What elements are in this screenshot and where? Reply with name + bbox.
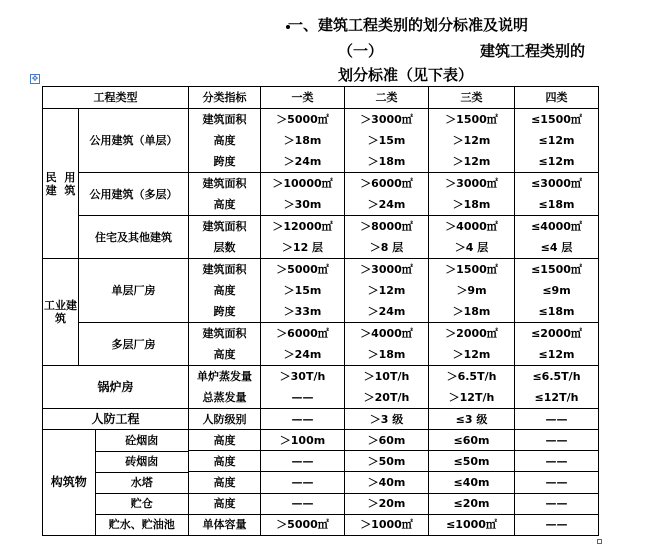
structure-name: 水塔	[95, 472, 188, 493]
class-2-cell: ＞50m	[345, 451, 429, 472]
subsection-title-part1: 建筑工程类别的	[480, 42, 586, 60]
class-3-cell: ≤60m	[429, 430, 515, 451]
class-3-cell: ＞3000㎡ ＞18m	[429, 173, 515, 216]
structure-name: 贮仓	[95, 493, 188, 514]
metric-cell: 人防级别	[189, 409, 261, 430]
class-2-cell: ＞8000㎡ ＞8 层	[345, 216, 429, 259]
class-4-cell: ——	[515, 430, 599, 451]
category-industrial: 工业建 筑	[43, 259, 79, 366]
class-3-cell: ≤20m	[429, 493, 515, 514]
header-class-4: 四类	[515, 87, 599, 109]
header-metric: 分类指标	[189, 87, 261, 109]
metric-cell: 高度	[189, 430, 261, 451]
class-1-cell: ＞5000㎡	[261, 514, 345, 535]
table-row	[43, 430, 599, 451]
class-4-cell: ——	[515, 493, 599, 514]
classification-table	[42, 86, 599, 536]
table-move-handle-icon[interactable]: ✥	[31, 74, 39, 83]
class-2-cell: ＞3000㎡ ＞15m ＞18m	[345, 109, 429, 173]
table-row	[43, 409, 599, 430]
metric-cell: 建筑面积 层数	[189, 216, 261, 259]
class-3-cell: ＞4000㎡ ＞4 层	[429, 216, 515, 259]
class-3-cell: ≤40m	[429, 472, 515, 493]
class-2-cell: ＞6000㎡ ＞24m	[345, 173, 429, 216]
subtype-residential: 住宅及其他建筑	[79, 216, 189, 259]
class-2-cell: ＞3000㎡ ＞12m ＞24m	[345, 259, 429, 323]
subtype-multi-plant: 多层厂房	[79, 323, 189, 366]
class-3-cell: ≤50m	[429, 451, 515, 472]
metric-cell: 建筑面积 高度	[189, 323, 261, 366]
category-boiler: 锅炉房	[43, 366, 189, 409]
metric-cell: 单炉蒸发量 总蒸发量	[189, 366, 261, 409]
class-2-cell: ＞40m	[345, 472, 429, 493]
class-1-cell: ——	[261, 493, 345, 514]
subtype-public-multi: 公用建筑（多层）	[79, 173, 189, 216]
header-class-2: 二类	[345, 87, 429, 109]
category-structures	[43, 430, 189, 536]
subsection-title-part2: 划分标准（见下表）	[338, 66, 474, 84]
class-4-cell: ≤1500㎡ ≤12m ≤12m	[515, 109, 599, 173]
class-4-cell: ——	[515, 472, 599, 493]
class-4-cell: ——	[515, 514, 599, 535]
metric-cell: 高度	[189, 451, 261, 472]
metric-cell: 高度	[189, 493, 261, 514]
class-3-cell: ＞6.5T/h ＞12T/h	[429, 366, 515, 409]
class-4-cell: ≤3000㎡ ≤18m	[515, 173, 599, 216]
class-4-cell: ≤4000㎡ ≤4 层	[515, 216, 599, 259]
header-class-3: 三类	[429, 87, 515, 109]
subtype-public-single: 公用建筑（单层）	[79, 109, 189, 173]
table-resize-handle[interactable]	[597, 539, 602, 544]
class-3-cell: ≤1000㎡	[429, 514, 515, 535]
header-type: 工程类型	[43, 87, 189, 109]
metric-cell: 建筑面积 高度 跨度	[189, 259, 261, 323]
structure-name: 贮水、贮油池	[108, 518, 175, 532]
metric-cell: 建筑面积 高度	[189, 173, 261, 216]
class-4-cell: ——	[515, 451, 599, 472]
class-2-cell: ＞10T/h ＞20T/h	[345, 366, 429, 409]
category-civil: 民 用 建 筑	[43, 109, 79, 259]
header-class-1: 一类	[261, 87, 345, 109]
class-1-cell: ——	[261, 451, 345, 472]
class-2-cell: ＞20m	[345, 493, 429, 514]
class-3-cell: ＞1500㎡ ＞12m ＞12m	[429, 109, 515, 173]
table-row	[43, 323, 599, 366]
class-4-cell: ——	[515, 409, 599, 430]
structures-label: 构筑物	[43, 430, 95, 535]
section-title: 一、建筑工程类别的划分标准及说明	[288, 16, 529, 34]
class-1-cell: ——	[261, 409, 345, 430]
category-civil-defense: 人防工程	[43, 409, 189, 430]
class-2-cell: ＞3 级	[345, 409, 429, 430]
class-1-cell: ＞5000㎡ ＞18m ＞24m	[261, 109, 345, 173]
structure-name: 砖烟囱	[95, 451, 188, 472]
class-1-cell: ——	[261, 472, 345, 493]
class-1-cell: ＞10000㎡ ＞30m	[261, 173, 345, 216]
subsection-number: （一）	[338, 42, 384, 60]
class-3-cell: ＞2000㎡ ＞12m	[429, 323, 515, 366]
class-4-cell: ≤2000㎡ ≤12m	[515, 323, 599, 366]
table-row	[43, 173, 599, 216]
metric-cell: 建筑面积 高度 跨度	[189, 109, 261, 173]
class-4-cell: ≤1500㎡ ≤9m ≤18m	[515, 259, 599, 323]
metric-cell: 单体容量	[189, 514, 261, 535]
class-1-cell: ＞6000㎡ ＞24m	[261, 323, 345, 366]
table-row	[43, 259, 599, 323]
subtype-single-plant: 单层厂房	[79, 259, 189, 323]
class-4-cell: ≤6.5T/h ≤12T/h	[515, 366, 599, 409]
metric-cell: 高度	[189, 472, 261, 493]
table-row	[43, 109, 599, 173]
class-2-cell: ＞4000㎡ ＞18m	[345, 323, 429, 366]
table-header-row	[43, 87, 599, 109]
table-row	[43, 366, 599, 409]
class-1-cell: ＞5000㎡ ＞15m ＞33m	[261, 259, 345, 323]
class-1-cell: ＞100m	[261, 430, 345, 451]
table-row	[43, 216, 599, 259]
class-3-cell: ＞1500㎡ ＞9m ＞18m	[429, 259, 515, 323]
class-1-cell: ＞30T/h ——	[261, 366, 345, 409]
structure-name: 砼烟囱	[95, 430, 188, 451]
class-1-cell: ＞12000㎡ ＞12 层	[261, 216, 345, 259]
class-3-cell: ≤3 级	[429, 409, 515, 430]
class-2-cell: ＞1000㎡	[345, 514, 429, 535]
class-2-cell: ＞60m	[345, 430, 429, 451]
